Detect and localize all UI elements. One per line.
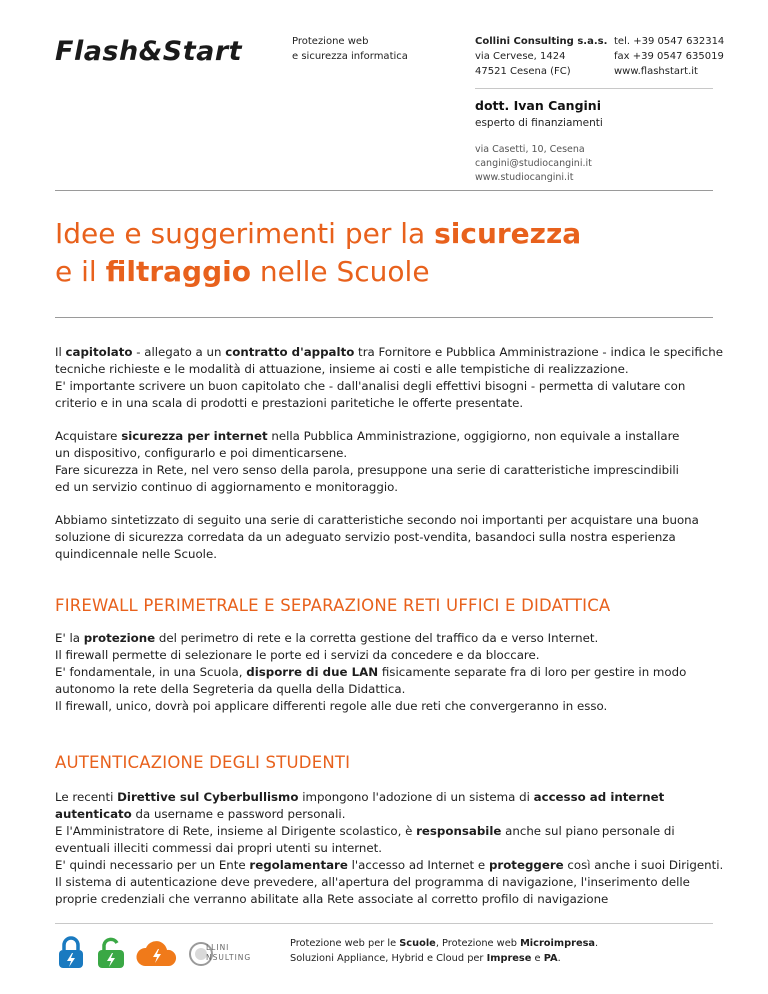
company-phones xyxy=(614,34,724,79)
flashstart-logo: Flash&Start xyxy=(55,36,243,67)
fax: fax +39 0547 635019 xyxy=(614,51,724,62)
company-city: 47521 Cesena (FC) xyxy=(475,66,571,77)
title-text: nelle Scuole xyxy=(250,255,430,288)
hybrid-icon xyxy=(94,936,128,970)
divider xyxy=(55,317,713,318)
lock-icon xyxy=(55,936,87,970)
footer-divider xyxy=(55,923,713,924)
header-tagline xyxy=(292,34,408,64)
collini-logo-text: LLINI xyxy=(206,943,230,952)
intro-paragraph: Acquistare sicurezza per internet nella Pubblica Amministrazione, oggigiorno, non equivale a installare un dispositivo, configurarlo e poi dimenticarsene. Fare sicurezza in Rete, nel vero senso della parola, presuppone una serie di caratteristiche imprescindibili ed un servizio continuo di aggiornamento e monitoraggio. xyxy=(55,429,680,494)
intro-paragraph: Il capitolato - allegato a un contratto d'appalto tra Fornitore e Pubblica Amministrazione - indica le specifiche tecniche richieste e le modalità di attuazione, insieme ai costi e alle tempistiche di realizzazione. E' importante scrivere un buon capitolato che - dall'analisi degli effettivi bisogni - permetta di valutare con criterio e in una scala di prodotti e prestazioni paritetiche le offerte presentate. xyxy=(55,345,724,410)
section-body-firewall: E' la protezione del perimetro di rete e la corretta gestione del traffico da e verso Internet. Il firewall permette di selezionare le porte ed i servizi da concedere e da bloccare. E' fondamentale, in una Scuola, disporre di due LAN fisicamente separate fra di loro per gestire in modo autonomo la rete della Segreteria da quella della Didattica. Il firewall, unico, dovrà poi applicare differenti regole alle due reti che convergeranno in esso. xyxy=(55,631,687,713)
company-address xyxy=(475,34,607,79)
section-heading-firewall: FIREWALL PERIMETRALE E SEPARAZIONE RETI UFFICI E DIDATTICA xyxy=(55,596,611,615)
footer-text: Protezione web per le Scuole, Protezione web Microimpresa. Soluzioni Appliance, Hybrid e Cloud per Imprese e PA. xyxy=(290,938,599,964)
phone: tel. +39 0547 632314 xyxy=(614,36,725,47)
section-body-auth: Le recenti Direttive sul Cyberbullismo impongono l'adozione di un sistema di accesso ad internet autenticato da username e password personali. E l'Amministratore di Rete, insieme al Dirigente scolastico, è responsabile anche sul piano personale di eventuali illeciti commessi dai propri utenti su internet. E' quindi necessario per un Ente regolamentare l'accesso ad Internet e proteggere così anche i suoi Dirigenti. Il sistema di autenticazione deve prevedere, all'apertura del programma di navigazione, l'inserimento delle proprie credenziali che verranno abilitate alla Rete associate al corretto profilo di navigazione xyxy=(55,790,724,906)
header-divider xyxy=(475,88,713,89)
title-text: e il xyxy=(55,255,106,288)
intro-paragraph: Abbiamo sintetizzato di seguito una serie di caratteristiche secondo noi importanti per acquistare una buona soluzione di sicurezza corredata da un adeguato servizio post-vendita, basandoci sulla nostra esperienza quindicennale nelle Scuole. xyxy=(55,513,699,561)
contact-website[interactable]: www.studiocangini.it xyxy=(475,172,574,183)
section-heading-auth: AUTENTICAZIONE DEGLI STUDENTI xyxy=(55,753,351,772)
title-bold: filtraggio xyxy=(105,255,251,288)
company-street: via Cervese, 1424 xyxy=(475,51,566,62)
title-text: Idee e suggerimenti per la xyxy=(55,217,435,250)
cloud-icon xyxy=(135,938,179,968)
page-title xyxy=(55,215,581,291)
tagline-line: e sicurezza informatica xyxy=(292,51,408,62)
contact-email[interactable]: cangini@studiocangini.it xyxy=(475,158,592,169)
contact-name: dott. Ivan Cangini xyxy=(475,98,601,113)
divider xyxy=(55,190,713,191)
contact-address: via Casetti, 10, Cesena xyxy=(475,144,585,155)
contact-block xyxy=(475,98,603,185)
intro-body xyxy=(55,344,725,579)
title-bold: sicurezza xyxy=(434,217,582,250)
tagline-line: Protezione web xyxy=(292,36,369,47)
website-link[interactable]: www.flashstart.it xyxy=(614,66,698,77)
collini-logo-text: NSULTING xyxy=(206,953,252,962)
company-name: Collini Consulting s.a.s. xyxy=(475,36,608,47)
collini-consulting-logo xyxy=(188,940,256,968)
contact-role: esperto di finanziamenti xyxy=(475,117,603,129)
